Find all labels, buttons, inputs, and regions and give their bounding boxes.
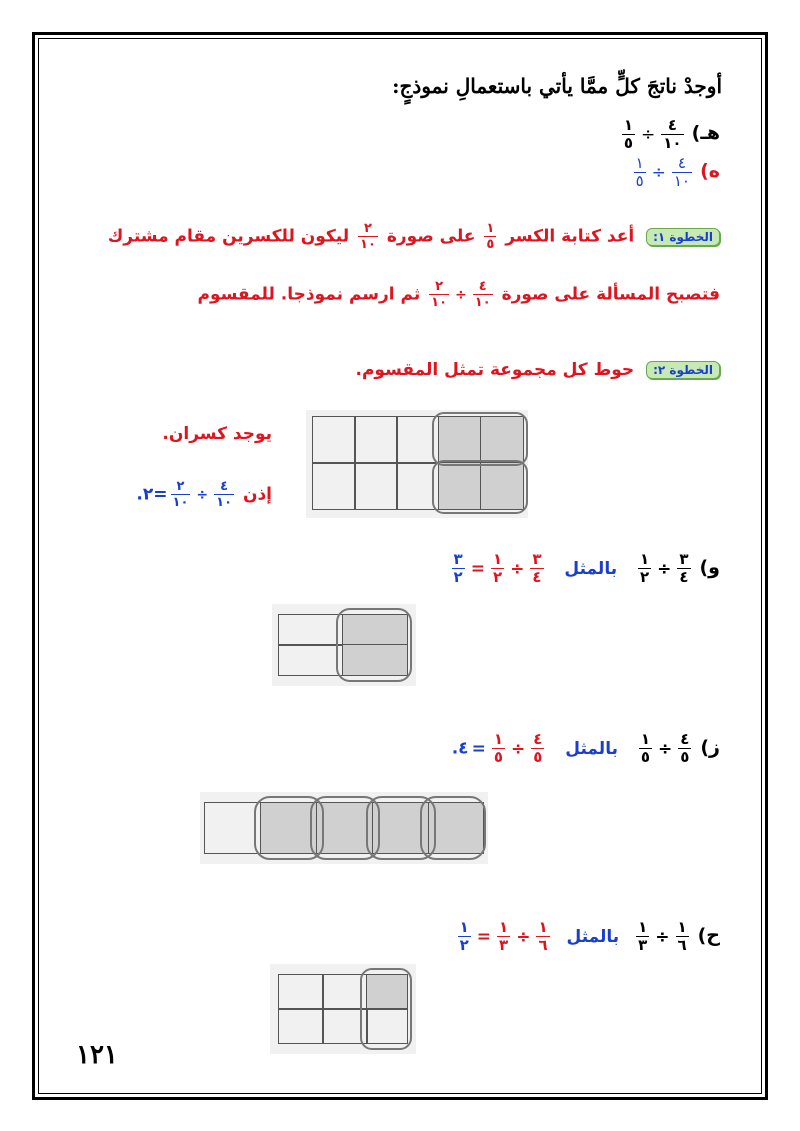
fraction: $\frac{١}{٦}$ (538, 918, 548, 954)
problem-h (619, 118, 720, 151)
fraction: $\frac{٤}{٥}$ (680, 730, 690, 766)
fraction: $\frac{٣}{٢}$ (453, 550, 463, 586)
group-ring (432, 412, 528, 466)
answer-value: ٤. (451, 738, 469, 759)
step-badge: الخطوة ٢: (646, 361, 720, 379)
result-count: يوجد كسران. (162, 424, 272, 444)
step1-text: أعد كتابة الكسر (505, 226, 635, 247)
group-ring (360, 968, 412, 1050)
step1-text: ليكون للكسرين مقام مشترك (107, 226, 350, 247)
problem-letter: ه) (700, 160, 720, 182)
fraction: $\frac{١}{٥}$ (635, 154, 644, 190)
grid-cell (312, 462, 356, 510)
divide-sign: ÷ (651, 162, 666, 183)
model-grid-h (306, 410, 528, 518)
problem-letter: ز) (700, 736, 720, 759)
divide-sign: ÷ (655, 926, 670, 947)
fraction: $\frac{١}{٣}$ (499, 918, 509, 954)
divide-sign: ÷ (640, 124, 656, 145)
problem-letter: هـ) (691, 122, 720, 144)
divide-sign: ÷ (196, 486, 209, 503)
fraction: $\frac{٣}{٤}$ (532, 550, 542, 586)
fraction: $\frac{١}{٢}$ (640, 550, 650, 586)
step1-text: ثم ارسم نموذجا. للمقسوم (197, 284, 421, 305)
similarly-label: بالمثل (565, 738, 618, 759)
fraction: $\frac{٤}{٥}$ (533, 730, 543, 766)
fraction: $\frac{٣}{٤}$ (679, 550, 689, 586)
problem-ha (455, 920, 720, 953)
fraction: $\frac{٤}{١٠}$ (474, 279, 491, 310)
fraction: $\frac{١}{٥}$ (486, 221, 495, 252)
step1-text: فتصبح المسألة على صورة (501, 284, 720, 305)
fraction: $\frac{١}{٣}$ (638, 918, 648, 954)
fraction: $\frac{١}{٥}$ (493, 730, 503, 766)
fraction: $\frac{١}{٢}$ (459, 918, 469, 954)
fraction: $\frac{٤}{١٠}$ (216, 479, 233, 510)
exercise-heading: أوجدْ ناتجَ كلٍّ ممَّا يأتي باستعمالِ نموذجٍ: (392, 74, 722, 98)
grid-cell (278, 644, 344, 676)
fraction: $\frac{٢}{١٠}$ (172, 479, 189, 510)
grid-cell (354, 462, 398, 510)
fraction: $\frac{٢}{١٠}$ (360, 221, 376, 252)
grid-cell (354, 416, 398, 464)
step-badge: الخطوة ١: (646, 228, 720, 246)
model-grid-z (200, 792, 488, 864)
similarly-label: بالمثل (564, 558, 618, 579)
fraction: $\frac{٤}{١٠}$ (663, 116, 682, 152)
problem-letter: ح) (697, 924, 720, 947)
fraction: $\frac{١}{٥}$ (623, 116, 633, 152)
group-ring (336, 608, 412, 682)
grid-cell (312, 416, 356, 464)
grid-cell (278, 614, 344, 646)
answer-value: ٢. (136, 484, 154, 505)
problem-w (449, 552, 720, 585)
fraction: $\frac{٢}{١٠}$ (431, 279, 448, 310)
problem-z (452, 732, 720, 765)
step2-line (356, 360, 720, 380)
equals-sign: = (471, 738, 486, 759)
divide-sign: ÷ (657, 558, 672, 579)
equals-sign: = (476, 926, 492, 947)
step1-line2 (197, 280, 720, 309)
fraction: $\frac{١}{٦}$ (677, 918, 687, 954)
divide-sign: ÷ (510, 738, 526, 759)
model-grid-w (272, 604, 416, 686)
divide-sign: ÷ (455, 286, 467, 303)
step1-line1 (108, 222, 720, 251)
step1-text: على صورة (386, 226, 476, 247)
step2-text: حوط كل مجموعة تمثل المقسوم. (355, 360, 635, 380)
fraction: $\frac{١}{٢}$ (492, 550, 503, 586)
fraction: $\frac{٤}{١٠}$ (673, 154, 690, 190)
grid-cell (278, 1008, 324, 1044)
group-ring (420, 796, 486, 860)
divide-sign: ÷ (658, 738, 673, 759)
then-word: إذن (242, 484, 272, 505)
answer-h (631, 156, 720, 189)
group-ring (432, 460, 528, 514)
divide-sign: ÷ (516, 926, 531, 947)
fraction: $\frac{١}{٥}$ (640, 730, 651, 766)
grid-cell (278, 974, 324, 1010)
divide-sign: ÷ (510, 558, 525, 579)
page-number: ١٢١ (76, 1040, 118, 1070)
model-grid-ha (270, 964, 416, 1054)
equals-sign: = (153, 484, 168, 505)
similarly-label: بالمثل (566, 926, 620, 947)
result-h (136, 480, 272, 509)
problem-letter: و) (699, 556, 720, 579)
equals-sign: = (470, 558, 485, 579)
